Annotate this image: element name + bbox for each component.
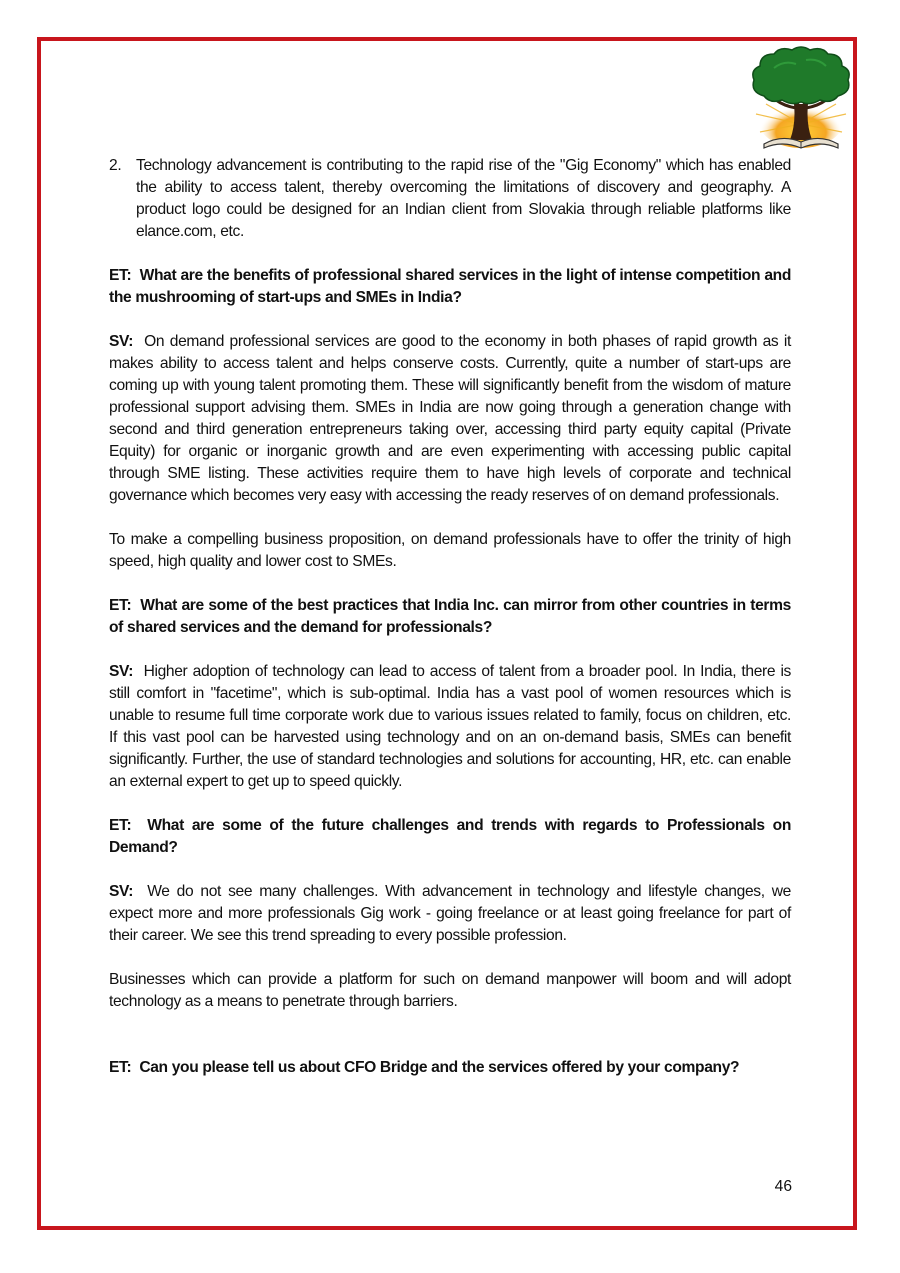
page-number: 46	[774, 1178, 792, 1195]
interview-question	[109, 595, 791, 639]
question-text: What are some of the future challenges and trends with regards to Professionals on Demand?	[109, 817, 791, 856]
body-paragraph: Businesses which can provide a platform for such on demand manpower will boom and will adopt technology as a means to penetrate through barriers.	[109, 971, 791, 1010]
interview-question	[109, 1057, 791, 1079]
interview-answer	[109, 331, 791, 507]
tree-book-logo-icon	[744, 44, 858, 156]
numbered-list-item	[109, 155, 791, 243]
question-text: What are the benefits of professional shared services in the light of intense competition and the mushrooming of start-ups and SMEs in India?	[109, 267, 791, 306]
list-item-text: Technology advancement is contributing to the rapid rise of the "Gig Economy" which has enabled the ability to access talent, thereby overcoming the limitations of discovery and geography. A product logo could be designed for an Indian client from Slovakia through reliable platforms like elance.com, etc.	[136, 157, 791, 240]
document-body	[109, 155, 791, 1079]
question-text: What are some of the best practices that India Inc. can mirror from other countries in terms of shared services and the demand for professionals?	[109, 597, 791, 636]
question-speaker: ET:	[109, 817, 132, 834]
interview-answer	[109, 661, 791, 793]
answer-speaker: SV:	[109, 663, 134, 680]
interview-answer	[109, 881, 791, 947]
body-paragraph: To make a compelling business proposition, on demand professionals have to offer the trinity of high speed, high quality and lower cost to SMEs.	[109, 531, 791, 570]
list-number: 2.	[109, 157, 122, 174]
question-speaker: ET:	[109, 1059, 132, 1076]
answer-speaker: SV:	[109, 333, 134, 350]
answer-text: On demand professional services are good to the economy in both phases of rapid growth as it makes ability to access talent and helps conserve costs. Currently, quite a number of start-ups are coming up with young talent promoting them. These will significantly benefit from the wisdom of mature professional support advising them. SMEs in India are now going through a generation change with second and third generation entrepreneurs taking over, accessing third party equity capital (Private Equity) for organic or inorganic growth and are even experimenting with accessing public capital through SME listing. These activities require them to have high levels of corporate and technical governance which becomes very easy with accessing the ready reserves of on demand professionals.	[109, 333, 791, 504]
interview-question	[109, 265, 791, 309]
question-speaker: ET:	[109, 597, 132, 614]
answer-text: We do not see many challenges. With advancement in technology and lifestyle changes, we expect more and more professionals Gig work - going freelance or at least going freelance for part of their career. We see this trend spreading to every possible profession.	[109, 883, 791, 944]
interview-question	[109, 815, 791, 859]
answer-speaker: SV:	[109, 883, 134, 900]
question-text: Can you please tell us about CFO Bridge and the services offered by your company?	[139, 1059, 740, 1076]
answer-text: Higher adoption of technology can lead to access of talent from a broader pool. In India, there is still comfort in "facetime", which is sub-optimal. India has a vast pool of women resources which is unable to resume full time corporate work due to various issues related to family, focus on children, etc. If this vast pool can be harvested using technology and on an on-demand basis, SMEs can benefit significantly. Further, the use of standard technologies and solutions for accounting, HR, etc. can enable an external expert to get up to speed quickly.	[109, 663, 791, 790]
question-speaker: ET:	[109, 267, 132, 284]
